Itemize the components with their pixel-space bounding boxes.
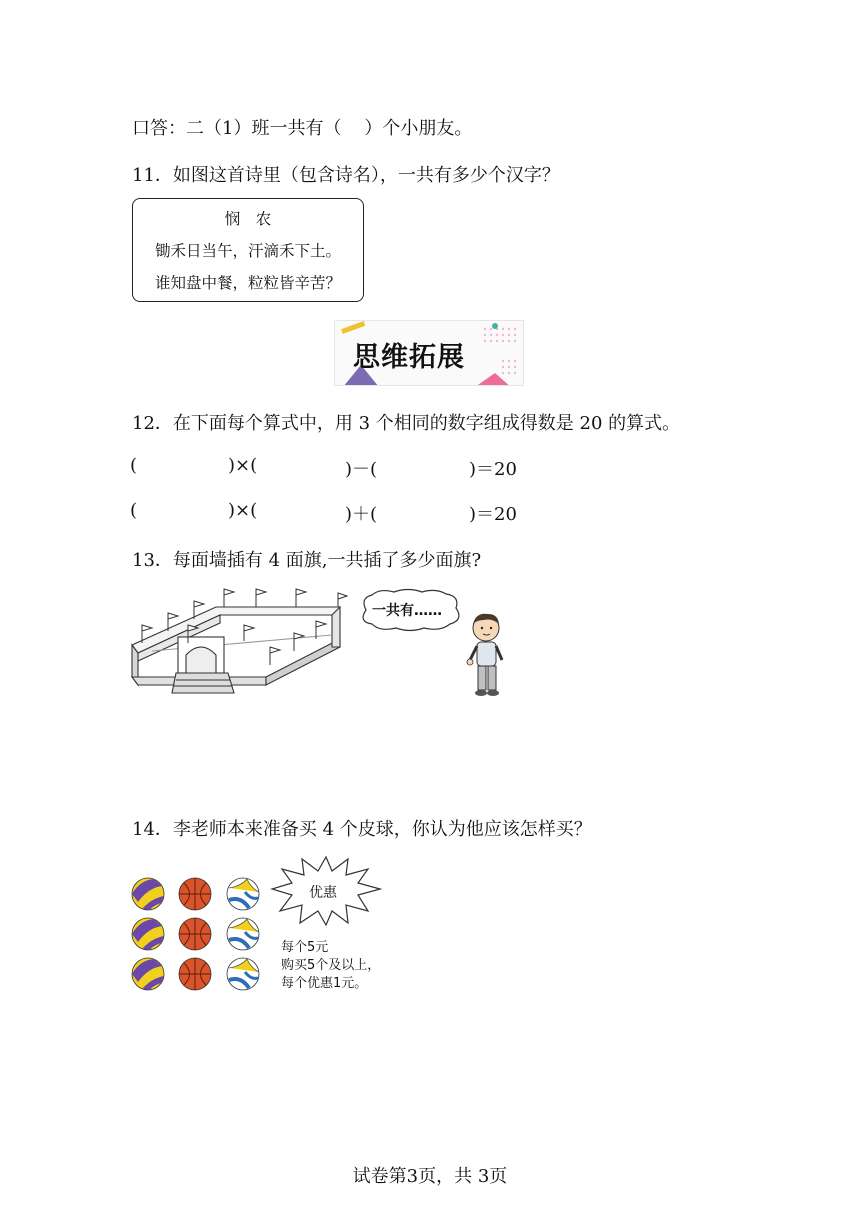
q12-row2-op2: )＋( [345, 504, 378, 525]
q11-question: 11．如图这首诗里（包含诗名），一共有多少个汉字？ [132, 165, 560, 186]
q13-question: 13．每面墙插有 4 面旗,一共插了多少面旗? [132, 550, 482, 571]
promo-title: 优惠 [309, 885, 337, 901]
promo-line-3: 每个优惠1元。 [281, 976, 368, 991]
q10-answer-line: 口答：二（1）班一共有（ ）个小朋友。 [132, 118, 473, 139]
poem-line-1: 锄禾日当午，汗滴禾下土。 [154, 242, 341, 260]
speech-text: 一共有…… [372, 603, 442, 619]
ball-row-1 [132, 878, 259, 910]
boy-figure [462, 606, 512, 698]
banner-title: 思维拓展 [353, 342, 465, 373]
poem-title: 悯 农 [224, 210, 272, 228]
poem-box [132, 198, 364, 302]
q14-question: 14．李老师本来准备买 4 个皮球，你认为他应该怎样买？ [132, 819, 592, 840]
q12-row2-result: )＝20 [469, 504, 517, 525]
q12-row1-op2: )－( [345, 459, 378, 480]
q12-row2-op1: )×( [228, 500, 258, 521]
ball-row-3 [132, 958, 259, 990]
ball-grid [128, 874, 268, 996]
q12-row1-open: ( [130, 455, 138, 476]
ball-row-2 [132, 918, 259, 950]
poem-line-2: 谁知盘中餐，粒粒皆辛苦？ [154, 274, 341, 292]
q12-question: 12．在下面每个算式中，用 3 个相同的数字组成得数是 20 的算式。 [132, 413, 681, 434]
section-banner [334, 320, 524, 386]
q12-row1-op1: )×( [228, 455, 258, 476]
page-footer: 试卷第3页，共 3页 [352, 1166, 508, 1187]
q12-row1-result: )＝20 [469, 459, 517, 480]
promo-line-1: 每个5元 [281, 940, 329, 955]
q12-row2-open: ( [130, 500, 138, 521]
wall-enclosure-illustration [128, 585, 348, 700]
promo-line-2: 购买5个及以上， [281, 958, 381, 973]
